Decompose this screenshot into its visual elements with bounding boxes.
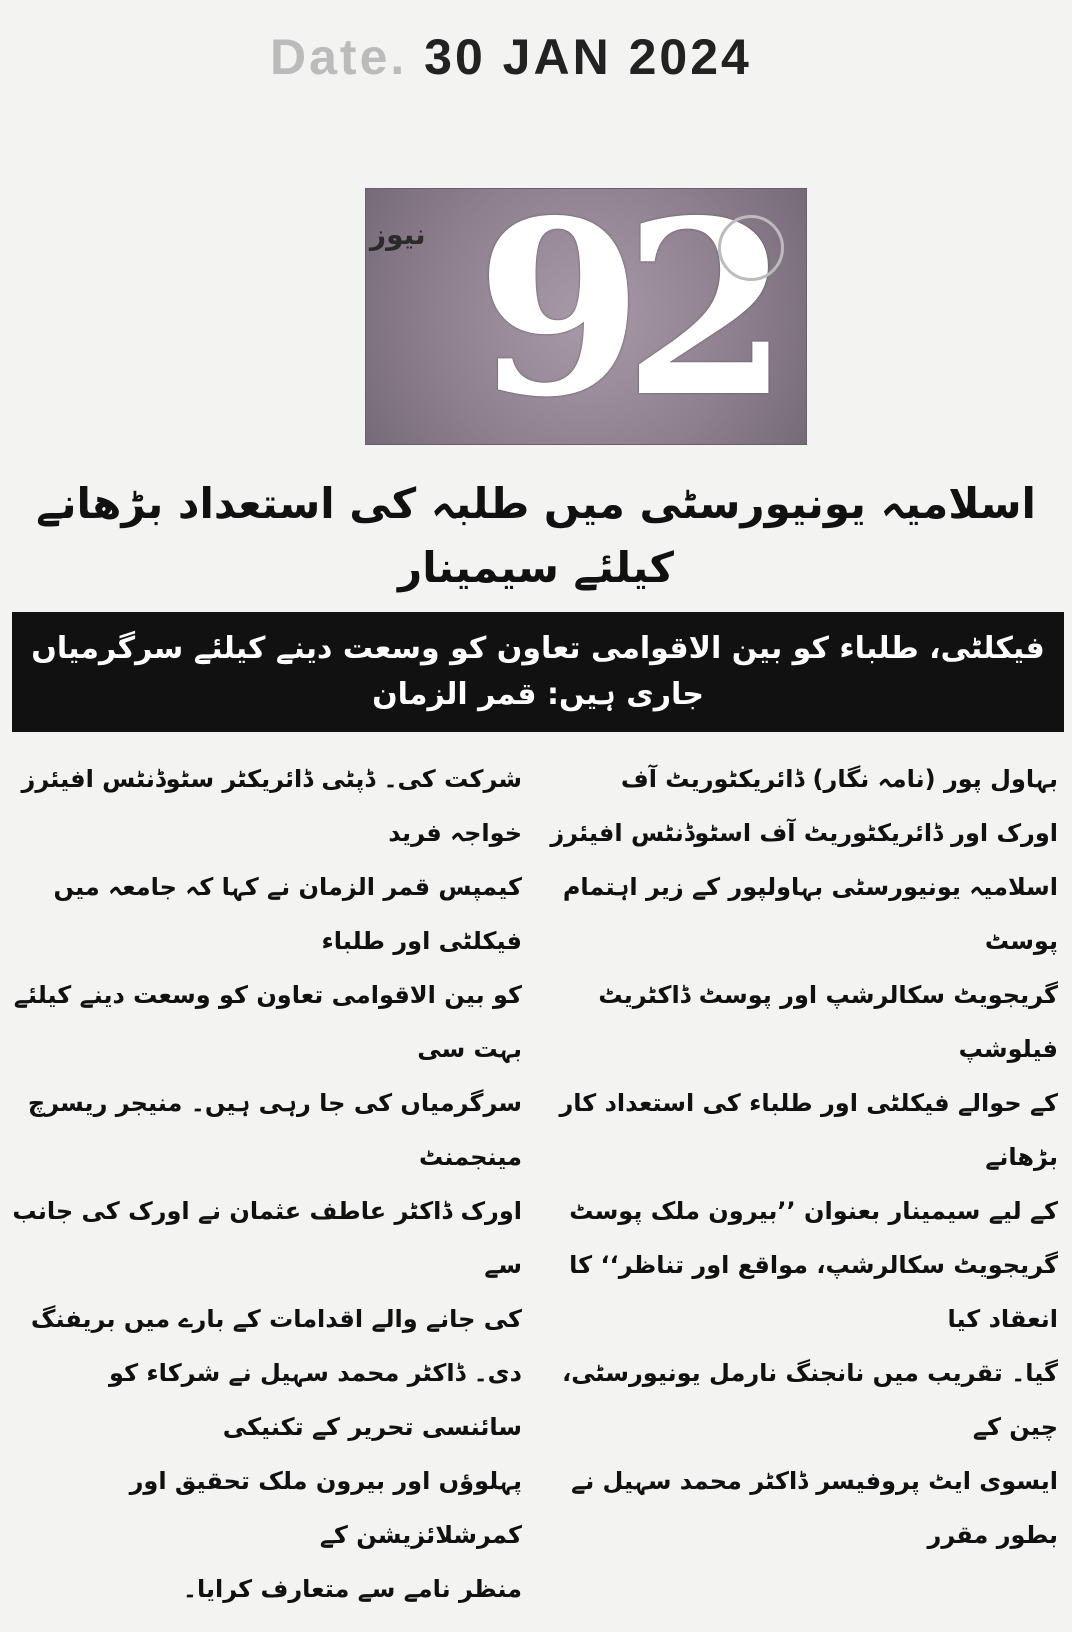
text-line: گریجویٹ سکالرشپ، مواقع اور تناظر‘‘ کا انعقاد کیا	[569, 1251, 1058, 1333]
subheadline: فیکلٹی، طلباء کو بین الاقوامی تعاون کو وسعت دینے کیلئے سرگرمیاں جاری ہیں: قمر الزمان	[12, 612, 1064, 732]
text-line: اورک اور ڈائریکٹوریٹ آف اسٹوڈنٹس افیئرز	[550, 819, 1058, 847]
text-line: ایسوی ایٹ پروفیسر ڈاکٹر محمد سہیل نے بطور مقرر	[571, 1467, 1058, 1549]
text-line: کیمپس قمر الزمان نے کہا کہ جامعہ میں فیکلٹی اور طلباء	[53, 873, 522, 955]
text-line: کے حوالے فیکلٹی اور طلباء کی استعداد کار بڑھانے	[559, 1089, 1058, 1171]
logo-emblem-icon	[718, 215, 784, 281]
logo-word: نیوز	[370, 218, 426, 251]
text-line: کو بین الاقوامی تعاون کو وسعت دینے کیلئے بہت سی	[13, 981, 522, 1063]
date-stamp-label: Date.	[270, 29, 408, 85]
text-line: منظر نامے سے متعارف کرایا۔	[182, 1575, 522, 1603]
article-column-left	[10, 752, 522, 1616]
text-line: گیا۔ تقریب میں نانجنگ نارمل یونیورسٹی، چین کے	[562, 1359, 1058, 1441]
masthead-area	[0, 0, 1072, 460]
text-line: کی جانے والے اقدامات کے بارے میں بریفنگ	[30, 1305, 522, 1333]
date-stamp-value: 30 JAN 2024	[424, 29, 752, 85]
date-stamp	[270, 22, 830, 92]
text-line: اسلامیہ یونیورسٹی بہاولپور کے زیر اہتمام پوسٹ	[562, 873, 1058, 955]
newspaper-logo	[365, 168, 807, 450]
text-line: بہاول پور (نامہ نگار) ڈائریکٹوریٹ آف	[620, 765, 1058, 793]
text-line: کے لیے سیمینار بعنوان ’’بیرون ملک پوسٹ	[569, 1197, 1058, 1225]
article-column-right	[546, 752, 1058, 1616]
text-line: سرگرمیاں کی جا رہی ہیں۔ منیجر ریسرچ مینجمنٹ	[27, 1089, 522, 1171]
article-body	[10, 752, 1058, 1616]
text-line: شرکت کی۔ ڈپٹی ڈائریکٹر سٹوڈنٹس افیئرز خواجہ فرید	[21, 765, 522, 847]
text-line: اورک ڈاکٹر عاطف عثمان نے اورک کی جانب سے	[12, 1197, 522, 1279]
text-line: پہلوؤں اور بیرون ملک تحقیق اور کمرشلائزیشن کے	[129, 1467, 522, 1549]
text-line: گریجویٹ سکالرشپ اور پوسٹ ڈاکٹریٹ فیلوشپ	[598, 981, 1058, 1063]
logo-number: 92	[476, 168, 770, 450]
headline: اسلامیہ یونیورسٹی میں طلبہ کی استعداد بڑھانے کیلئے سیمینار	[36, 479, 1036, 592]
text-line: دی۔ ڈاکٹر محمد سہیل نے شرکاء کو سائنسی تحریر کے تکنیکی	[109, 1359, 522, 1441]
